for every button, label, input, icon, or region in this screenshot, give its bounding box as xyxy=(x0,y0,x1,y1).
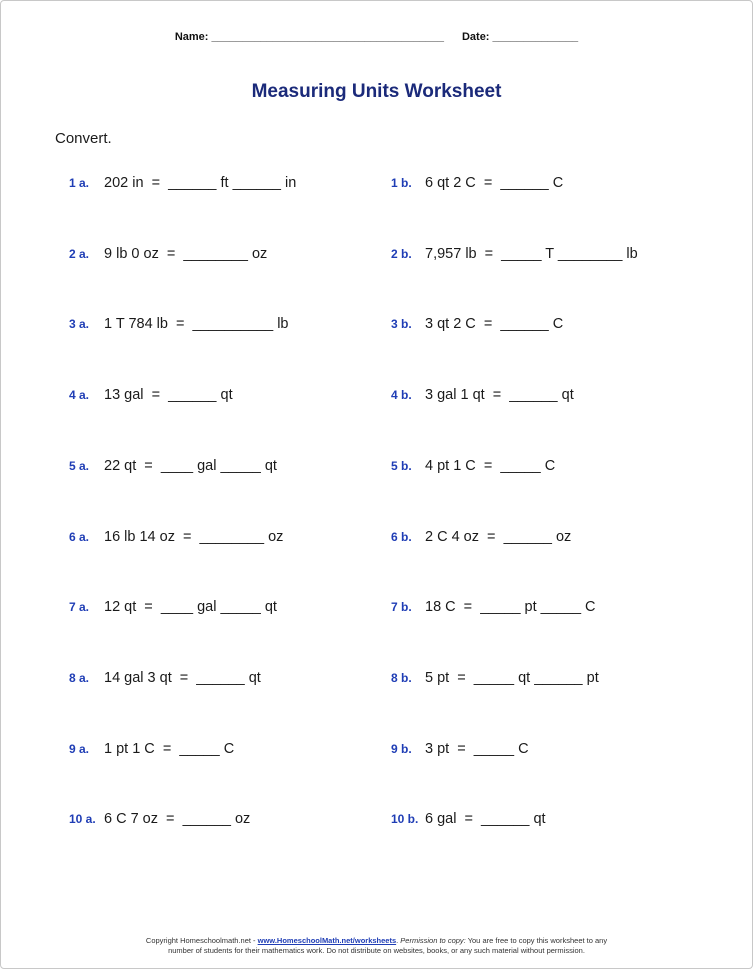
footer-permission-label: Permission to copy: xyxy=(400,936,466,945)
problem-text: 6 C 7 oz = ______ oz xyxy=(104,811,251,827)
problem-number: 5 b. xyxy=(391,459,412,473)
problem-number: 4 b. xyxy=(391,388,412,402)
name-date-header xyxy=(1,31,752,43)
problem-text: 3 gal 1 qt = ______ qt xyxy=(425,387,574,403)
worksheet-title: Measuring Units Worksheet xyxy=(251,81,502,102)
problem-item xyxy=(391,529,571,545)
problem-item xyxy=(391,741,529,757)
problem-number: 7 a. xyxy=(69,600,90,614)
footer-sep: . xyxy=(396,936,401,945)
problem-number: 9 a. xyxy=(69,742,90,756)
problem-item xyxy=(391,599,596,615)
problem-number: 8 b. xyxy=(391,671,412,685)
footer-link[interactable]: www.HomeschoolMath.net/worksheets xyxy=(257,936,397,945)
problem-text: 7,957 lb = _____ T ________ lb xyxy=(425,246,638,262)
problem-number: 1 b. xyxy=(391,176,412,190)
problem-text: 1 pt 1 C = _____ C xyxy=(104,741,235,757)
problem-text: 13 gal = ______ qt xyxy=(104,387,233,403)
problem-text: 14 gal 3 qt = ______ qt xyxy=(104,670,261,686)
problem-text: 6 gal = ______ qt xyxy=(425,811,546,827)
problem-item xyxy=(391,316,563,332)
problem-item xyxy=(69,387,233,403)
problem-item xyxy=(69,458,277,474)
problem-number: 5 a. xyxy=(69,459,90,473)
problem-text: 6 qt 2 C = ______ C xyxy=(425,175,564,191)
date-field: Date: ______________ xyxy=(461,31,579,43)
problem-text: 22 qt = ____ gal _____ qt xyxy=(104,458,277,474)
name-field: Name: ______________________________________ xyxy=(174,31,444,43)
problem-item xyxy=(69,670,261,686)
problem-item xyxy=(391,811,546,827)
problem-number: 7 b. xyxy=(391,600,412,614)
problem-item xyxy=(69,599,277,615)
problem-number: 3 a. xyxy=(69,317,90,331)
problem-text: 3 qt 2 C = ______ C xyxy=(425,316,564,332)
problem-item xyxy=(69,811,250,827)
footer-permission-text: You are free to copy this worksheet to any xyxy=(465,936,608,945)
problem-item xyxy=(391,387,574,403)
problem-item xyxy=(391,458,555,474)
problem-item xyxy=(69,316,289,332)
problem-text: 1 T 784 lb = __________ lb xyxy=(104,316,289,332)
problem-text: 4 pt 1 C = _____ C xyxy=(425,458,556,474)
problem-number: 6 a. xyxy=(69,530,90,544)
instructions: Convert. xyxy=(55,130,112,147)
problem-number: 6 b. xyxy=(391,530,412,544)
footer-copyright: Copyright Homeschoolmath.net - xyxy=(145,936,258,945)
problem-text: 3 pt = _____ C xyxy=(425,741,529,757)
problem-number: 10 a. xyxy=(69,812,96,826)
footer-line-1 xyxy=(1,936,752,946)
problem-number: 10 b. xyxy=(391,812,419,826)
problem-item xyxy=(69,529,283,545)
problem-item xyxy=(391,670,599,686)
problem-item xyxy=(391,246,638,262)
problem-number: 8 a. xyxy=(69,671,90,685)
problem-item xyxy=(391,175,563,191)
problem-text: 5 pt = _____ qt ______ pt xyxy=(425,670,599,686)
problem-item xyxy=(69,246,267,262)
problem-text: 2 C 4 oz = ______ oz xyxy=(425,529,572,545)
problem-text: 9 lb 0 oz = ________ oz xyxy=(104,246,268,262)
problem-text: 202 in = ______ ft ______ in xyxy=(104,175,297,191)
problem-text: 18 C = _____ pt _____ C xyxy=(425,599,596,615)
problem-number: 1 a. xyxy=(69,176,90,190)
problem-number: 4 a. xyxy=(69,388,90,402)
problem-number: 2 a. xyxy=(69,247,90,261)
problem-number: 2 b. xyxy=(391,247,412,261)
problem-number: 9 b. xyxy=(391,742,412,756)
footer-line-2: number of students for their mathematics work. Do not distribute on websites, books, or any such material without permission. xyxy=(168,946,585,955)
problem-number: 3 b. xyxy=(391,317,412,331)
problem-text: 12 qt = ____ gal _____ qt xyxy=(104,599,277,615)
problem-item xyxy=(69,175,296,191)
problem-item xyxy=(69,741,234,757)
problem-text: 16 lb 14 oz = ________ oz xyxy=(104,529,284,545)
footer xyxy=(1,936,752,956)
